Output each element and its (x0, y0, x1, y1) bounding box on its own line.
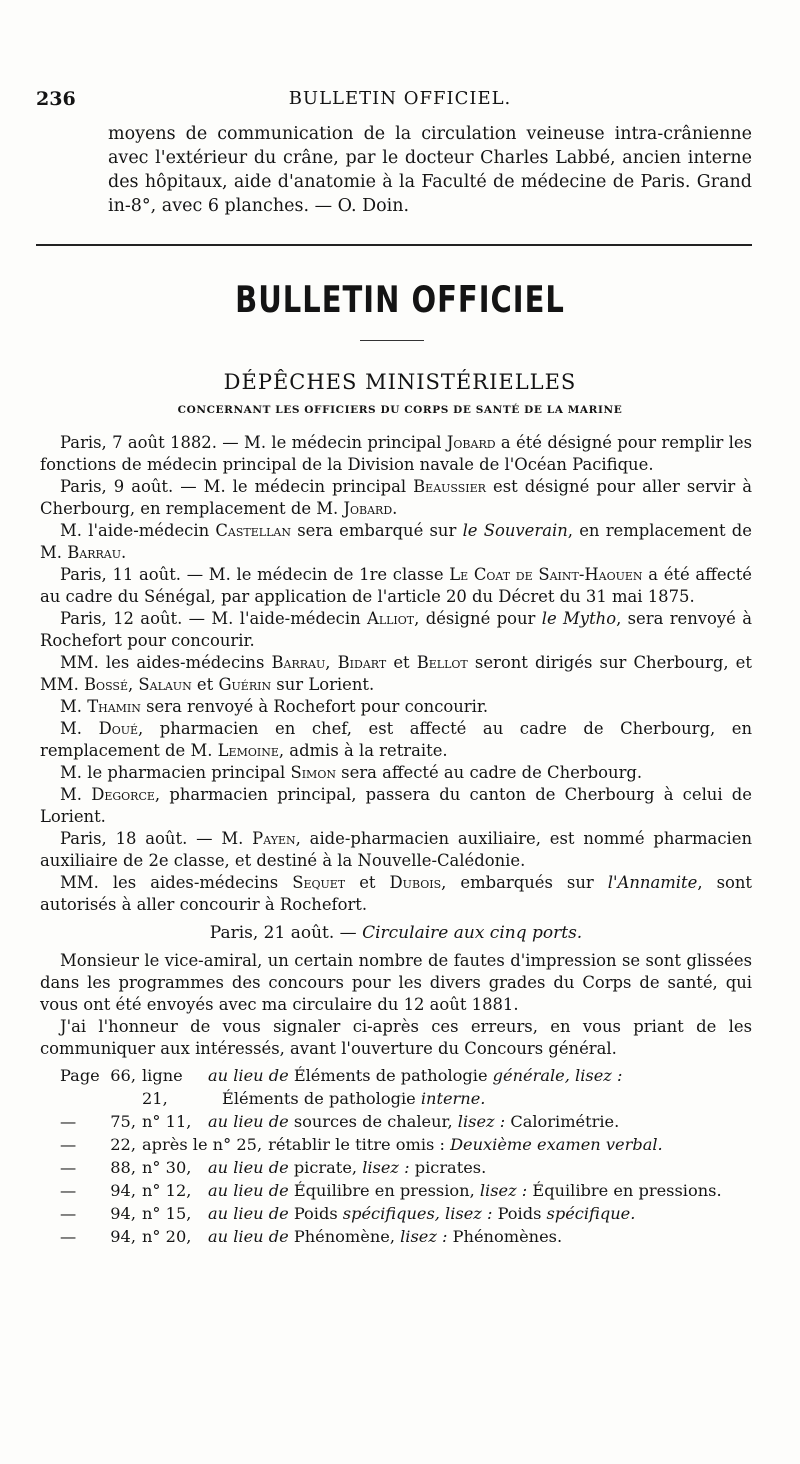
errata-phrase: Poids (492, 1204, 547, 1223)
dispatch-text: sera embarqué sur (290, 521, 463, 540)
dispatch-text: , pharmacien principal, passera du canton de Cherbourg à celui de Lorient. (40, 785, 753, 826)
dispatch-text: , aide-pharmacien auxiliaire, est nommé pharmacien auxiliaire de 2e classe, et destiné à la Nouvelle-Calédonie. (40, 829, 753, 870)
dispatch-entry (40, 520, 752, 564)
dispatch-entry (40, 828, 752, 872)
errata-phrase: sources de chaleur, (288, 1112, 458, 1131)
errata-row (40, 1202, 752, 1225)
errata-reference: n° 11, (142, 1112, 192, 1131)
dispatch-text: , pharmacien en chef, est affecté au cadre de Cherbourg, en remplacement de M. (40, 719, 753, 760)
errata-page: — (60, 1181, 77, 1200)
dispatch-entry (40, 872, 752, 916)
errata-number: 75, (110, 1112, 136, 1131)
section-subtitle: CONCERNANT LES OFFICIERS DU CORPS DE SANTÉ DE LA MARINE (177, 404, 623, 416)
ship-name: l'Annamite (607, 873, 698, 892)
officer-name: Bellot (416, 653, 468, 672)
errata-reference: ligne 21, (142, 1066, 183, 1108)
officer-name: Beaussier (413, 477, 486, 496)
officer-name: Degorce (91, 785, 155, 804)
dispatch-text: MM. les aides-médecins (60, 873, 293, 892)
dispatch-entry (40, 652, 752, 696)
errata-number: 94, (110, 1227, 136, 1246)
running-header (36, 88, 764, 114)
dispatch-text: sera affecté au cadre de Cherbourg. (335, 763, 643, 782)
dispatch-entry (40, 762, 752, 784)
dispatch-text: Paris, 9 août. — M. le médecin principal (60, 477, 414, 496)
officer-name: Barrau, Bidart (271, 653, 387, 672)
errata-phrase: lisez : (362, 1158, 410, 1177)
dispatch-text: et (191, 675, 219, 694)
errata-number: 94, (110, 1181, 136, 1200)
dispatch-text: , embarqués sur (441, 873, 608, 892)
errata-reference: après le n° 25, (142, 1135, 263, 1154)
dispatch-text: a été désigné pour remplir les fonctions de médecin principal de la Division navale de l'Océan Pacifique. (40, 433, 752, 474)
dispatch-text: Paris, 11 août. — M. le médecin de 1re classe (60, 565, 450, 584)
circular-date: Paris, 21 août. — (209, 923, 363, 943)
errata-correction (208, 1179, 752, 1202)
dispatch-text: , admis à la retraite. (278, 741, 448, 760)
officer-name: Guérin (218, 675, 272, 694)
errata-page: — (60, 1227, 77, 1246)
dispatch-text: M. l'aide-médecin (60, 521, 216, 540)
errata-correction (208, 1202, 752, 1225)
errata-phrase: Deuxième examen verbal. (450, 1135, 663, 1154)
dispatch-text: et (386, 653, 417, 672)
masthead-title: BULLETIN OFFICIEL (235, 278, 565, 321)
circular-body (40, 950, 752, 1060)
short-divider (360, 340, 424, 341)
errata-phrase: spécifiques, lisez : (342, 1204, 493, 1223)
dispatch-text: M. (60, 785, 92, 804)
dispatch-entry (40, 696, 752, 718)
dispatch-text: sera renvoyé à Rochefort pour concourir. (140, 697, 489, 716)
dispatch-entry (40, 784, 752, 828)
dispatch-text: Paris, 18 août. — M. (60, 829, 253, 848)
errata-correction (268, 1133, 752, 1156)
errata-page: — (60, 1135, 77, 1154)
dispatch-entry (40, 718, 752, 762)
errata-phrase: au lieu de (208, 1227, 289, 1246)
errata-phrase: au lieu de (208, 1181, 289, 1200)
section-divider (36, 244, 752, 246)
officer-name: Thamin (87, 697, 141, 716)
dispatch-text: sur Lorient. (271, 675, 375, 694)
officer-name: Castellan (215, 521, 291, 540)
dispatch-list (40, 432, 752, 1248)
officer-name: Jobard (446, 433, 496, 452)
errata-number: 94, (110, 1204, 136, 1223)
errata-list (40, 1064, 752, 1248)
officer-name: Barrau (67, 543, 121, 562)
officer-name: Simon (290, 763, 336, 782)
circular-paragraph: J'ai l'honneur de vous signaler ci-après ces erreurs, en vous priant de les communiquer aux intéressés, avant l'ouverture du Concours général. (40, 1017, 752, 1058)
errata-phrase: lisez : (479, 1181, 528, 1200)
dispatch-text: est désigné pour aller servir à Cherbourg, en remplacement de M. (40, 477, 752, 518)
running-title: BULLETIN OFFICIEL. (288, 88, 512, 109)
circular-title: Circulaire aux cinq ports. (362, 923, 583, 943)
errata-phrase: Poids (288, 1204, 343, 1223)
dispatch-entry (40, 608, 752, 652)
officer-name: Alliot (366, 609, 415, 628)
errata-reference: n° 30, (142, 1158, 192, 1177)
dispatch-text: et (345, 873, 390, 892)
errata-phrase: Phénomènes. (447, 1227, 563, 1246)
errata-phrase: au lieu de (208, 1204, 289, 1223)
errata-phrase: Éléments de pathologie (288, 1066, 493, 1085)
officer-name: Lemoine (217, 741, 279, 760)
errata-phrase: générale, lisez : (492, 1066, 623, 1085)
errata-correction (208, 1225, 752, 1248)
errata-phrase: Calorimétrie. (505, 1112, 620, 1131)
dispatch-entry (40, 432, 752, 476)
errata-phrase: Éléments de pathologie (222, 1089, 421, 1108)
officer-name: Jobard (343, 499, 393, 518)
circular-heading (40, 922, 752, 944)
dispatch-text: a été affecté au cadre du Sénégal, par application de l'article 20 du Décret du 31 mai 1875. (40, 565, 752, 606)
circular-paragraph: Monsieur le vice-amiral, un certain nombre de fautes d'impression se sont glissées dans les programmes des concours pour les divers grades du Corps de santé, qui vous ont été envoyés avec ma circulaire du 12 août 1881. (40, 951, 752, 1014)
errata-phrase: Équilibre en pressions. (527, 1181, 722, 1200)
officer-name: Dubois (389, 873, 442, 892)
dispatch-text: , désigné pour (414, 609, 542, 628)
ship-name: le Souverain (462, 521, 568, 540)
officer-name: Bossé, Salaun (84, 675, 192, 694)
errata-phrase: spécifique. (546, 1204, 636, 1223)
errata-phrase: picrate, (288, 1158, 363, 1177)
errata-page: — (60, 1112, 77, 1131)
errata-number: 66, (110, 1066, 136, 1085)
errata-phrase: interne. (420, 1089, 486, 1108)
dispatch-text: , en remplacement de M. (40, 521, 753, 562)
errata-phrase: rétablir le titre omis : (268, 1135, 451, 1154)
errata-phrase: Équilibre en pression, (288, 1181, 480, 1200)
section-title: DÉPÊCHES MINISTÉRIELLES (223, 370, 577, 394)
dispatch-text: Paris, 12 août. — M. l'aide-médecin (60, 609, 367, 628)
dispatch-text: M. (60, 719, 99, 738)
dispatch-text: M. (60, 697, 88, 716)
errata-row (40, 1064, 752, 1110)
dispatch-entry (40, 564, 752, 608)
dispatch-text: , sont autorisés à aller concourir à Rochefort. (40, 873, 752, 914)
errata-phrase: lisez : (400, 1227, 448, 1246)
dispatch-entry (40, 476, 752, 520)
dispatch-text: Paris, 7 août 1882. — M. le médecin principal (60, 433, 447, 452)
officer-name: Doué (98, 719, 139, 738)
dispatch-text: , sera renvoyé à Rochefort pour concourir. (40, 609, 752, 650)
errata-correction (208, 1064, 752, 1110)
errata-number: 88, (110, 1158, 136, 1177)
errata-row (40, 1179, 752, 1202)
officer-name: Payen (252, 829, 296, 848)
errata-reference: n° 12, (142, 1181, 192, 1200)
errata-correction (208, 1156, 752, 1179)
errata-number: 22, (110, 1135, 136, 1154)
errata-phrase: Phénomène, (288, 1227, 401, 1246)
errata-row (40, 1133, 752, 1156)
errata-correction (208, 1110, 752, 1133)
errata-reference: n° 15, (142, 1204, 192, 1223)
ship-name: le Mytho (541, 609, 617, 628)
officer-name: Sequet (292, 873, 346, 892)
errata-row (40, 1156, 752, 1179)
errata-phrase: au lieu de (208, 1158, 289, 1177)
officer-name: Le Coat de Saint-Haouen (449, 565, 643, 584)
errata-page: — (60, 1204, 77, 1223)
dispatch-text: . (392, 499, 398, 518)
errata-page: Page (60, 1066, 100, 1085)
dispatch-text: MM. les aides-médecins (60, 653, 272, 672)
dispatch-text: seront dirigés sur Cherbourg, et MM. (40, 653, 752, 694)
errata-continuation (208, 1087, 752, 1110)
errata-phrase: lisez : (457, 1112, 506, 1131)
errata-reference: n° 20, (142, 1227, 192, 1246)
carryover-paragraph: moyens de communication de la circulation veineuse intra-crânienne avec l'extérieur du crâne, par le docteur Charles Labbé, ancien interne des hôpitaux, aide d'anatomie à la Faculté de médecine de Paris. Grand in-8°, avec 6 planches. — O. Doin. (108, 124, 752, 216)
errata-phrase: au lieu de (208, 1066, 289, 1085)
errata-phrase: au lieu de (208, 1112, 289, 1131)
errata-phrase: picrates. (409, 1158, 487, 1177)
errata-row (40, 1225, 752, 1248)
errata-page: — (60, 1158, 77, 1177)
dispatch-text: M. le pharmacien principal (60, 763, 291, 782)
dispatch-text: . (120, 543, 127, 562)
errata-row (40, 1110, 752, 1133)
page-number: 236 (36, 88, 76, 110)
